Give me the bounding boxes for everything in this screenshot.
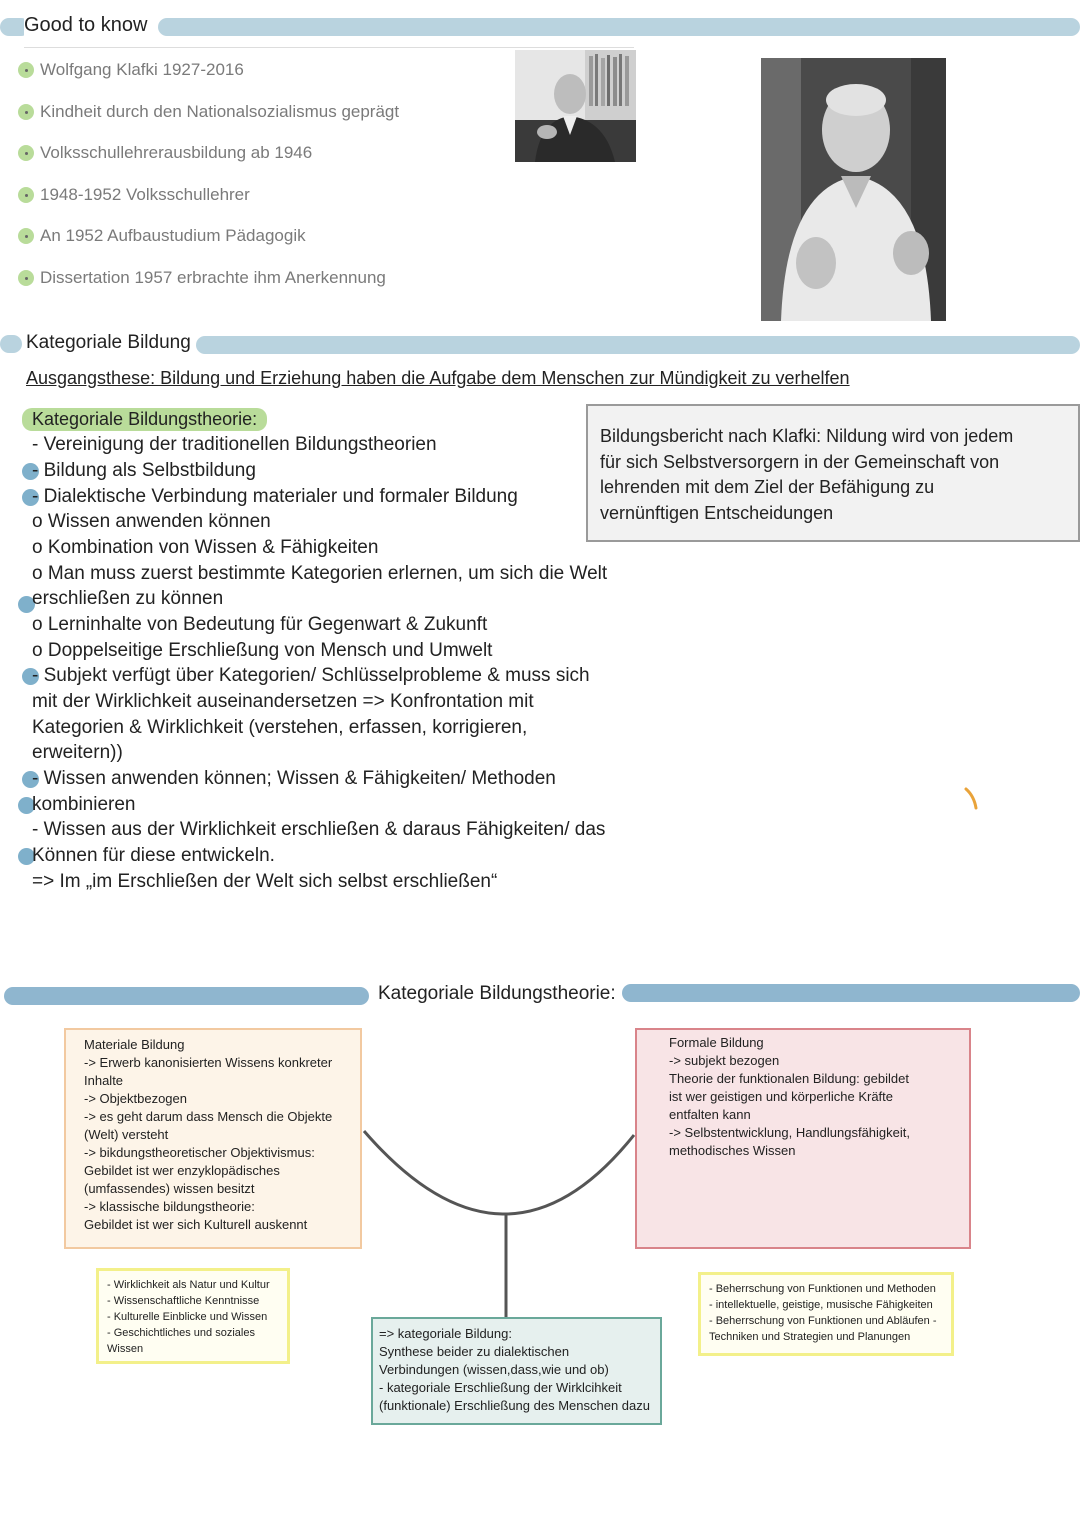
materiale-line: Gebildet ist wer sich Kulturell auskennt: [84, 1217, 308, 1232]
bio-item-text: Wolfgang Klafki 1927-2016: [40, 60, 244, 79]
bio-item: [18, 60, 244, 80]
connector-curve: [360, 1125, 640, 1320]
theory-line: o Wissen anwenden können: [32, 511, 271, 532]
formale-detail: - Beherrschung von Funktionen und Abläufen -: [709, 1315, 937, 1327]
formale-detail: Techniken und Strategien und Planungen: [709, 1331, 911, 1343]
formale-detail: - intellektuelle, geistige, musische Fähigkeiten: [709, 1299, 933, 1311]
materiale-line: -> Objektbezogen: [84, 1091, 187, 1106]
section-bar-left: [0, 335, 22, 353]
header-underline: [24, 47, 634, 48]
bericht-line: Bildungsbericht nach Klafki: Nildung wird von jedem: [600, 426, 1014, 446]
bildungsbericht-box: [586, 404, 1080, 542]
theory-line: o Doppelseitige Erschließung von Mensch und Umwelt: [32, 640, 493, 661]
theory-line: - Wissen aus der Wirklichkeit erschließen & daraus Fähigkeiten/ das: [32, 819, 606, 840]
synthese-box: [371, 1317, 662, 1425]
bullet-dot-icon: [18, 145, 34, 161]
formale-line: entfalten kann: [669, 1107, 751, 1122]
materiale-line: -> bikdungstheoretischer Objektivismus:: [84, 1145, 315, 1160]
diagram-bar-left: [4, 987, 369, 1005]
bio-item: [18, 185, 250, 205]
theory-line: - Wissen anwenden können; Wissen & Fähigkeiten/ Methoden: [32, 768, 556, 789]
theory-line: => Im „im Erschließen der Welt sich selbst erschließen“: [32, 871, 498, 892]
formale-detail: - Beherrschung von Funktionen und Methoden: [709, 1283, 936, 1295]
theory-heading: Kategoriale Bildungstheorie:: [22, 408, 267, 431]
theory-line: - Vereinigung der traditionellen Bildungstheorien: [32, 434, 437, 455]
formale-line: methodisches Wissen: [669, 1143, 796, 1158]
person-photo: [515, 50, 636, 162]
synthese-line: Verbindungen (wissen,dass,wie und ob): [379, 1362, 609, 1377]
formale-line: ist wer geistigen und körperliche Kräfte: [669, 1089, 894, 1104]
formale-details-box: [698, 1272, 954, 1356]
bullet-dot-icon: [18, 62, 34, 78]
bullet-dot-icon: [18, 270, 34, 286]
portrait-photo-large: [761, 58, 946, 321]
person-photo: [761, 58, 946, 321]
synthese-line: - kategoriale Erschließung der Wirklcihkeit: [379, 1380, 622, 1395]
materiale-detail: - Kulturelle Einblicke und Wissen: [107, 1311, 268, 1323]
theory-line: erweitern)): [32, 742, 123, 763]
theory-line: - Dialektische Verbindung materialer und formaler Bildung: [32, 486, 518, 507]
formale-box: [635, 1028, 971, 1249]
materiale-detail: - Wissenschaftliche Kenntnisse: [107, 1295, 260, 1307]
orange-stroke-icon: [960, 786, 984, 812]
materiale-line: Inhalte: [84, 1073, 124, 1088]
header-bar-right: [158, 18, 1080, 36]
diagram-bar-right: [622, 984, 1080, 1002]
materiale-detail: - Wirklichkeit als Natur und Kultur: [107, 1279, 270, 1291]
theory-line: - Subjekt verfügt über Kategorien/ Schlüsselprobleme & muss sich: [32, 665, 590, 686]
synthese-line: => kategoriale Bildung:: [379, 1326, 512, 1341]
good-to-know-title: Good to know: [24, 14, 153, 37]
materiale-line: (umfassendes) wissen besitzt: [84, 1181, 255, 1196]
bio-item: [18, 226, 306, 246]
theory-line: mit der Wirklichkeit auseinandersetzen => Konfrontation mit: [32, 691, 534, 712]
theory-line: kombinieren: [32, 794, 136, 815]
bio-item: [18, 268, 386, 288]
theory-line: Können für diese entwickeln.: [32, 845, 275, 866]
formale-line: -> Selbstentwicklung, Handlungsfähigkeit,: [669, 1125, 911, 1140]
theory-line: o Lerninhalte von Bedeutung für Gegenwart & Zukunft: [32, 614, 488, 635]
portrait-photo-small: [515, 50, 636, 162]
materiale-box: [64, 1028, 362, 1249]
kategoriale-title: Kategoriale Bildung: [26, 332, 191, 353]
diagram-title: Kategoriale Bildungstheorie:: [378, 983, 616, 1004]
bio-item-text: Dissertation 1957 erbrachte ihm Anerkennung: [40, 268, 386, 287]
bio-item-text: Kindheit durch den Nationalsozialismus geprägt: [40, 102, 400, 121]
bio-item: [18, 143, 312, 163]
theory-line: o Man muss zuerst bestimmte Kategorien erlernen, um sich die Welt: [32, 563, 608, 584]
good-to-know-section: [0, 0, 1080, 330]
materiale-line: -> Erwerb kanonisierten Wissens konkreter: [84, 1055, 333, 1070]
materiale-line: Materiale Bildung: [84, 1037, 185, 1052]
materiale-details-box: [96, 1268, 290, 1364]
formale-line: Theorie der funktionalen Bildung: gebildet: [669, 1071, 909, 1086]
formale-line: Formale Bildung: [669, 1035, 764, 1050]
bullet-dot-icon: [18, 187, 34, 203]
materiale-line: -> klassische bildungstheorie:: [84, 1199, 255, 1214]
materiale-detail: Wissen: [107, 1343, 144, 1355]
theory-line: Kategorien & Wirklichkeit (verstehen, erfassen, korrigieren,: [32, 717, 528, 738]
bullet-dot-icon: [18, 228, 34, 244]
materiale-detail: - Geschichtliches und soziales: [107, 1327, 255, 1339]
bio-item-text: Volksschullehrerausbildung ab 1946: [40, 143, 313, 162]
materiale-line: (Welt) versteht: [84, 1127, 169, 1142]
materiale-line: -> es geht darum dass Mensch die Objekte: [84, 1109, 333, 1124]
bericht-line: für sich Selbstversorgern in der Gemeinschaft von: [600, 451, 1000, 472]
synthese-line: Synthese beider zu dialektischen: [379, 1344, 570, 1359]
bio-item: [18, 102, 399, 122]
bullet-dot-icon: [18, 104, 34, 120]
section-bar-right: [196, 336, 1080, 354]
bericht-line: lehrenden mit dem Ziel der Befähigung zu: [600, 477, 935, 498]
materiale-line: Gebildet ist wer enzyklopädisches: [84, 1163, 280, 1178]
formale-line: -> subjekt bezogen: [669, 1053, 780, 1068]
synthese-line: (funktionale) Erschließung des Menschen dazu: [379, 1398, 650, 1413]
bio-item-text: An 1952 Aufbaustudium Pädagogik: [40, 226, 306, 245]
bericht-line: vernünftigen Entscheidungen: [600, 502, 834, 523]
theory-line: - Bildung als Selbstbildung: [32, 460, 256, 481]
ausgangsthese: Ausgangsthese: Bildung und Erziehung haben die Aufgabe dem Menschen zur Mündigkeit zu verhelfen: [26, 368, 850, 388]
theory-line: erschließen zu können: [32, 588, 224, 609]
theory-line: o Kombination von Wissen & Fähigkeiten: [32, 537, 379, 558]
bio-item-text: 1948-1952 Volksschullehrer: [40, 185, 250, 204]
